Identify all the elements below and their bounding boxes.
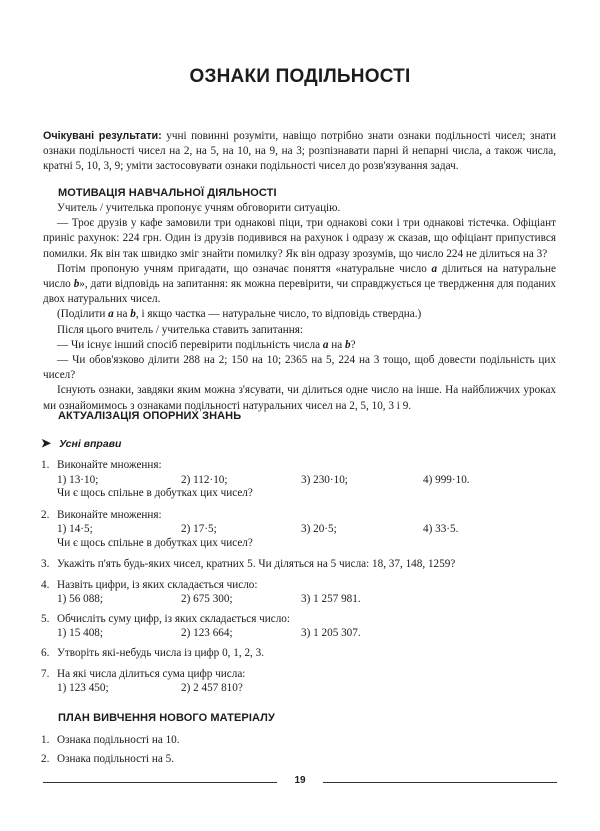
plan-item-text: Ознака подільності на 10. xyxy=(57,734,180,746)
motivation-heading: МОТИВАЦІЯ НАВЧАЛЬНОЇ ДІЯЛЬНОСТІ xyxy=(58,187,277,199)
variable-a: a xyxy=(322,338,329,351)
exercise-option: 3) 230·10; xyxy=(301,474,348,486)
exercise-text: Укажіть п'ять будь-яких чисел, кратних 5. Чи діляться на 5 числа: 18, 37, 148, 1259? xyxy=(57,558,456,570)
exercise-text: Виконайте множення: xyxy=(57,509,162,521)
exercise-option: 2) 675 300; xyxy=(181,593,233,605)
exercise-number: 2. xyxy=(41,509,50,521)
exercise-item xyxy=(41,557,455,572)
text-run: , і якщо частка — натуральне число, то відповідь ствердна.) xyxy=(135,308,422,321)
exercise-option: 1) 14·5; xyxy=(57,523,93,535)
motivation-paragraph xyxy=(43,262,556,308)
motivation-paragraph: Існують ознаки, завдяки яким можна з'ясувати, чи ділиться одне число на інше. На найближчих уроках ми ознайомимось з ознаками подільності натуральних чисел на 2, 5, 10, 3 і 9. xyxy=(43,384,556,412)
motivation-paragraph: — Чи обов'язково ділити 288 на 2; 150 на 10; 2365 на 5, 224 на 3 тощо, щоб довести подільність цих чисел? xyxy=(43,354,556,382)
text-run: Потім пропоную учням пригадати, що означає поняття «натуральне число xyxy=(57,262,432,275)
exercise-option: 2) 123 664; xyxy=(181,627,233,639)
plan-heading: ПЛАН ВИВЧЕННЯ НОВОГО МАТЕРІАЛУ xyxy=(58,712,275,724)
exercise-item xyxy=(41,508,162,523)
exercise-text: Обчисліть суму цифр, із яких складається число: xyxy=(57,613,291,625)
text-run: ? xyxy=(350,338,356,351)
exercise-option: 2) 17·5; xyxy=(181,523,217,535)
motivation-paragraph: — Троє друзів у кафе замовили три однакові піци, три однакові соки і три однакові тістечка. Офіціант приніс рахунок: 224 грн. Один із друзів подивився на рахунок і одразу ж сказав, що офіціант припустився помилки. Як він так швидко зміг знайти помилку? Як він одразу зрозумів, що число 224 не ділиться на 3? xyxy=(43,217,556,260)
exercise-option: 3) 20·5; xyxy=(301,523,337,535)
exercise-option: 1) 13·10; xyxy=(57,474,99,486)
exercise-item xyxy=(41,458,162,473)
footer-rule-left xyxy=(43,782,277,783)
exercise-text: На які числа ділиться сума цифр числа: xyxy=(57,668,246,680)
exercise-option: 3) 1 257 981. xyxy=(301,593,361,605)
text-run: », дати відповідь на запитання: як можна перевірити, чи справджується це твердження для поданих двох натуральних чисел. xyxy=(43,278,556,306)
text-run: на xyxy=(328,338,345,351)
motivation-paragraph: Учитель / учителька пропонує учням обговорити ситуацію. xyxy=(57,202,341,214)
oral-exercises-label: Усні вправи xyxy=(59,438,122,450)
motivation-paragraph xyxy=(43,338,556,353)
variable-b: b xyxy=(130,308,136,321)
exercise-number: 4. xyxy=(41,579,50,591)
motivation-paragraph xyxy=(43,307,556,322)
page-title: ОЗНАКИ ПОДІЛЬНОСТІ xyxy=(189,66,411,87)
motivation-paragraph: Після цього вчитель / учителька ставить запитання: xyxy=(57,323,303,336)
variable-b: b xyxy=(73,278,80,291)
variable-a: a xyxy=(431,262,438,275)
exercise-item xyxy=(41,646,264,661)
variable-a: a xyxy=(108,308,114,321)
expected-results-text: учні повинні розуміти, навіщо потрібно знати ознаки подільності чисел; знати ознаки подільності чисел на 2, на 5, на 10, на 9, на 3; розпізнавати парні й непарні числа, а також числа, кратні 5, 10, 3, 9; уміти застосовувати ознаки подільності чисел до розв'язування задач. xyxy=(43,130,557,173)
footer-rule-right xyxy=(323,782,557,783)
arrow-bullet-icon: ➤ xyxy=(41,436,52,450)
exercise-option: 3) 1 205 307. xyxy=(301,627,361,639)
exercise-option: 2) 112·10; xyxy=(181,474,228,486)
plan-item-number: 1. xyxy=(41,734,50,746)
exercise-note: Чи є щось спільне в добутках цих чисел? xyxy=(57,487,253,499)
exercise-option: 1) 56 088; xyxy=(57,593,103,605)
exercise-option: 4) 33·5. xyxy=(423,523,459,535)
variable-b: b xyxy=(344,338,351,351)
expected-results-label: Очікувані результати: xyxy=(43,130,162,142)
exercise-text: Утворіть які-небудь числа із цифр 0, 1, 2, 3. xyxy=(57,647,265,659)
exercise-item xyxy=(41,612,290,627)
exercise-option: 1) 123 450; xyxy=(57,682,109,694)
plan-item-text: Ознака подільності на 5. xyxy=(57,753,174,765)
exercise-item xyxy=(41,578,258,593)
exercise-number: 6. xyxy=(41,647,50,659)
exercise-number: 7. xyxy=(41,668,50,680)
exercise-text: Назвіть цифри, із яких складається число: xyxy=(57,579,258,591)
text-run: на xyxy=(113,308,131,321)
exercise-text: Виконайте множення: xyxy=(57,459,162,471)
exercise-option: 4) 999·10. xyxy=(423,474,470,486)
exercise-option: 2) 2 457 810? xyxy=(181,682,243,694)
motivation-text xyxy=(43,201,556,414)
plan-item xyxy=(41,752,174,767)
plan-item-number: 2. xyxy=(41,753,50,765)
exercise-option: 1) 15 408; xyxy=(57,627,103,639)
exercise-item xyxy=(41,667,245,682)
expected-results xyxy=(43,129,556,175)
plan-item xyxy=(41,733,180,748)
actualization-heading: АКТУАЛІЗАЦІЯ ОПОРНИХ ЗНАНЬ xyxy=(58,410,242,422)
exercise-number: 1. xyxy=(41,459,50,471)
exercise-number: 5. xyxy=(41,613,50,625)
page-number: 19 xyxy=(294,775,306,786)
text-run: — Чи існує інший спосіб перевірити подільність числа xyxy=(57,338,323,351)
text-run: (Поділити xyxy=(57,308,109,321)
exercise-number: 3. xyxy=(41,558,50,570)
text-run: ділиться на натуральне число xyxy=(43,262,556,291)
exercise-note: Чи є щось спільне в добутках цих чисел? xyxy=(57,537,253,549)
oral-exercises-subheading xyxy=(41,436,121,451)
